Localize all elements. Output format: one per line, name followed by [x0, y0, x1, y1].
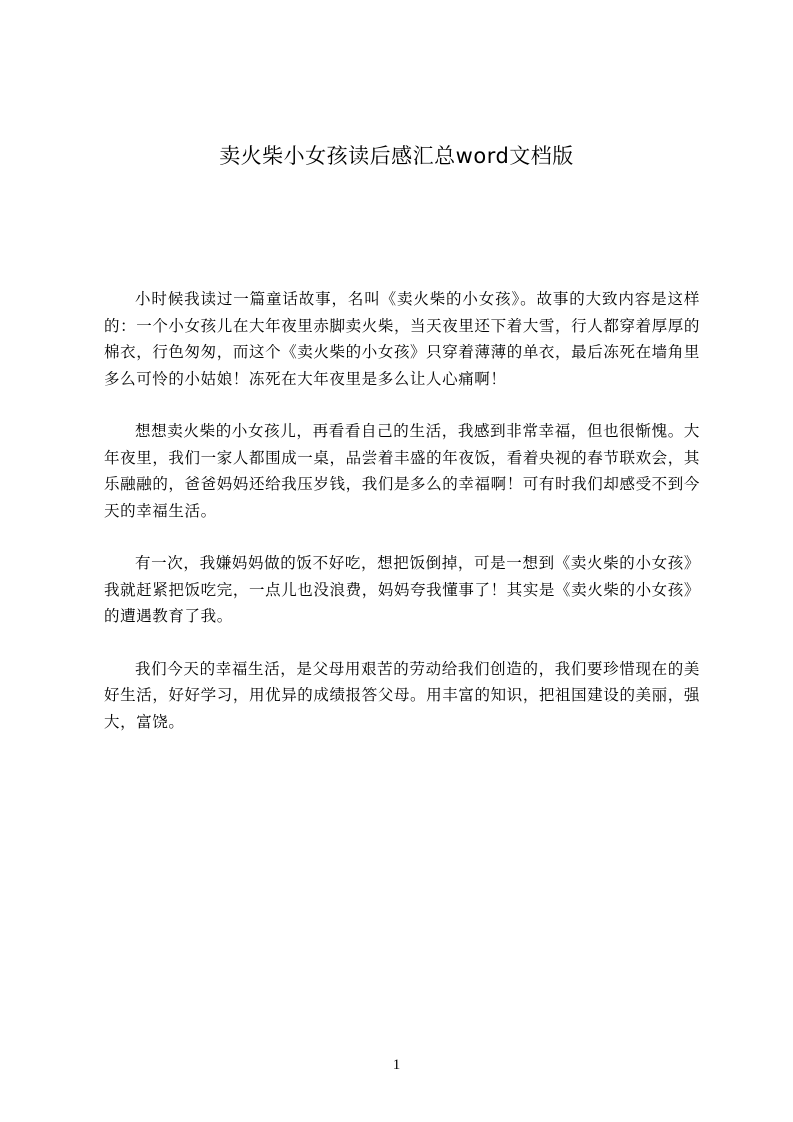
paragraph-2: 想想卖火柴的小女孩儿，再看看自己的生活，我感到非常幸福，但也很惭愧。大年夜里，我们一家人都围成一桌，品尝着丰盛的年夜饭，看着央视的春节联欢会，其乐融融的，爸爸妈妈还给我压岁钱，我们是多么的幸福啊！可有时我们却感受不到今天的幸福生活。	[104, 422, 700, 520]
paragraph-1: 小时候我读过一篇童话故事，名叫《卖火柴的小女孩》。故事的大致内容是这样的：一个小女孩儿在大年夜里赤脚卖火柴，当天夜里还下着大雪，行人都穿着厚厚的棉衣，行色匆匆，而这个《卖火柴的小女孩》只穿着薄薄的单衣，最后冻死在墙角里多么可怜的小姑娘！冻死在大年夜里是多么让人心痛啊！	[104, 290, 700, 388]
paragraph-4: 我们今天的幸福生活，是父母用艰苦的劳动给我们创造的，我们要珍惜现在的美好生活，好好学习，用优异的成绩报答父母。用丰富的知识，把祖国建设的美丽，强大，富饶。	[104, 659, 700, 731]
page-number: 1	[392, 1057, 401, 1073]
document-title: 卖火柴小女孩读后感汇总word文档版	[219, 144, 574, 168]
paragraph-3: 有一次，我嫌妈妈做的饭不好吃，想把饭倒掉，可是一想到《卖火柴的小女孩》我就赶紧把饭吃完，一点儿也没浪费，妈妈夸我懂事了！其实是《卖火柴的小女孩》的遭遇教育了我。	[104, 554, 700, 625]
document-body	[104, 286, 700, 735]
